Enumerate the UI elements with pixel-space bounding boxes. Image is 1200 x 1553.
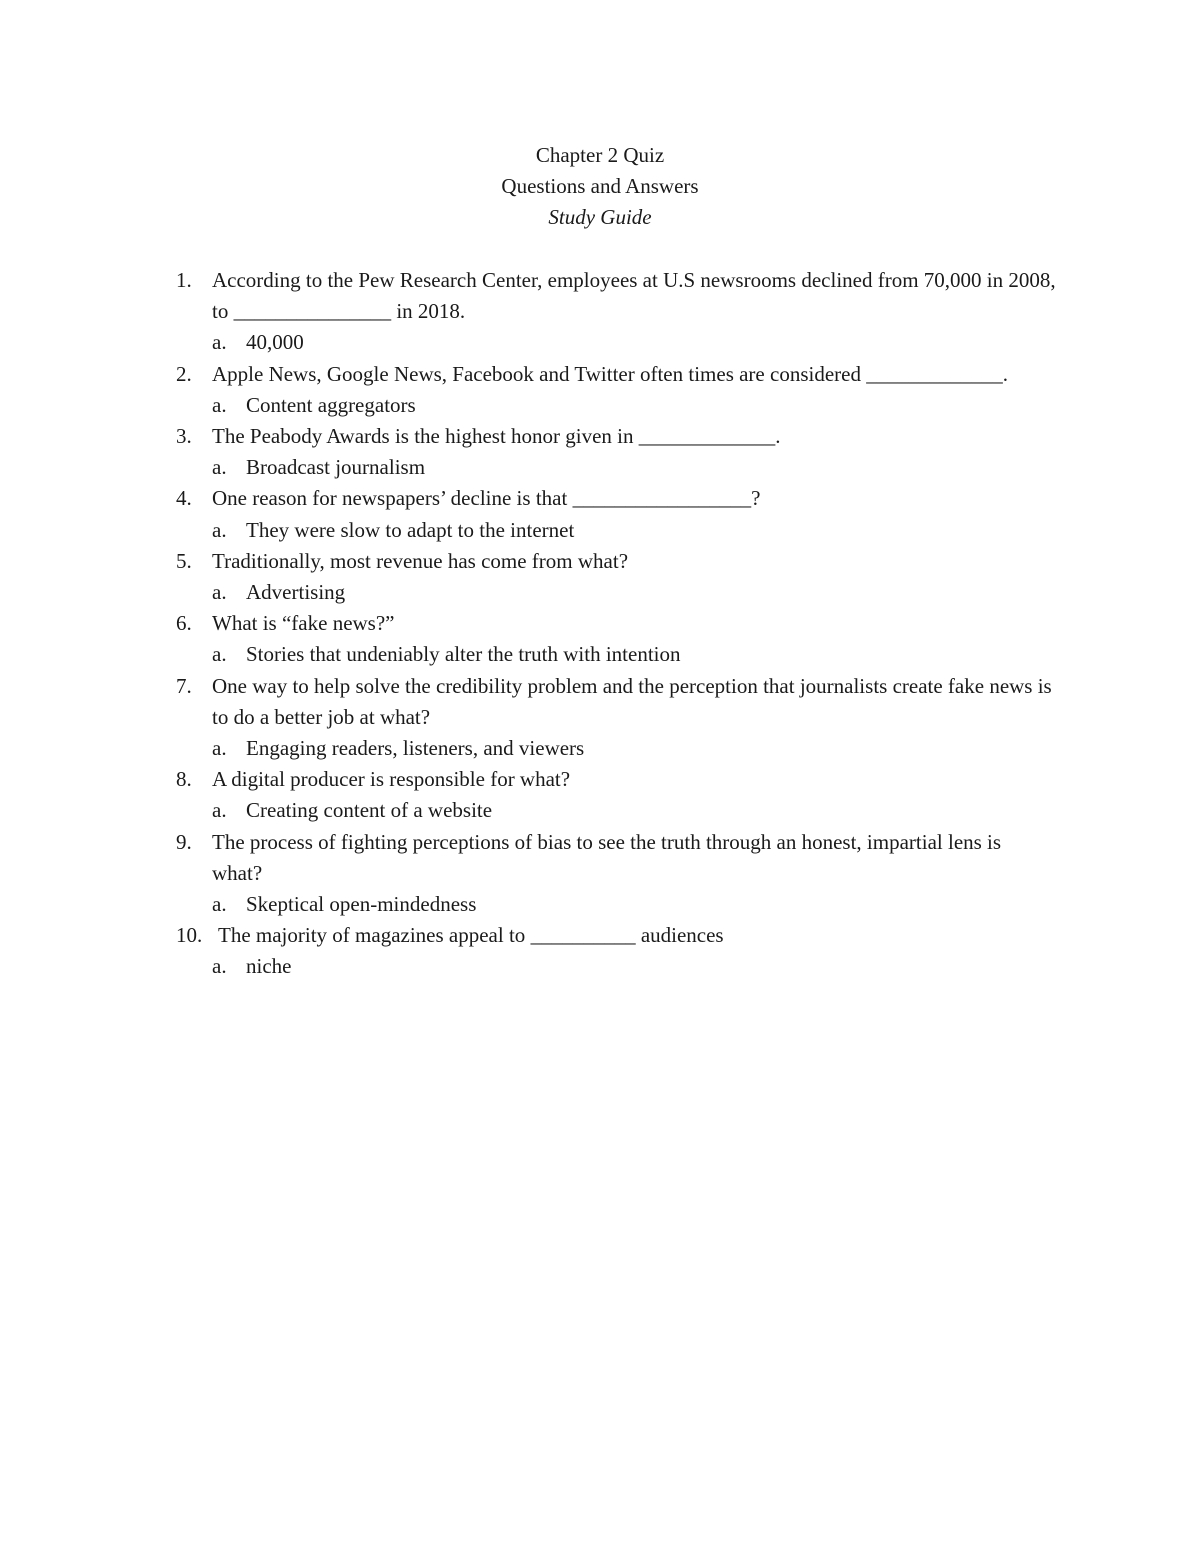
answer-text: Broadcast journalism	[246, 455, 426, 480]
question-text: The majority of magazines appeal to __________ audiences	[218, 923, 724, 948]
document-header	[0, 140, 1200, 234]
answer-letter: a.	[212, 954, 227, 979]
answer-blank: _________________	[572, 486, 752, 511]
answer-item	[140, 795, 1056, 826]
question-number: 5.	[176, 548, 192, 573]
question-item	[176, 359, 1056, 390]
question-text: A digital producer is responsible for what?	[212, 767, 571, 792]
question-text: The process of fighting perceptions of bias to see the truth through an honest, impartial lens is what?	[212, 829, 1002, 885]
question-number: 7.	[176, 673, 192, 698]
question-number: 2.	[176, 361, 192, 386]
question-text: One way to help solve the credibility problem and the perception that journalists create fake news is to do a better job at what?	[212, 673, 1052, 729]
question-number: 8.	[176, 767, 192, 792]
answer-text: Engaging readers, listeners, and viewers	[246, 736, 585, 761]
answer-blank: _____________	[638, 424, 776, 449]
answer-letter: a.	[212, 330, 227, 355]
question-item	[176, 671, 1056, 733]
answer-text: Creating content of a website	[246, 798, 493, 823]
answer-text: Skeptical open-mindedness	[246, 892, 477, 917]
answer-blank: _____________	[866, 361, 1003, 386]
question-item	[176, 546, 1056, 577]
answer-item	[140, 452, 1056, 483]
question-item	[176, 920, 1056, 951]
quiz-subtitle: Questions and Answers	[501, 174, 699, 199]
question-item	[176, 764, 1056, 795]
question-item	[176, 483, 1056, 514]
question-text: One reason for newspapers’ decline is that _________________?	[212, 486, 761, 511]
answer-item	[140, 577, 1056, 608]
question-item	[176, 608, 1056, 639]
answer-item	[140, 390, 1056, 421]
question-text: According to the Pew Research Center, employees at U.S newsrooms declined from 70,000 in 2008, to _______________ in 2018.	[212, 268, 1056, 324]
answer-item	[140, 327, 1056, 358]
question-number: 10.	[176, 923, 203, 948]
answer-letter: a.	[212, 642, 227, 667]
answer-blank: _______________	[233, 299, 392, 324]
question-item	[176, 265, 1056, 327]
question-text: Traditionally, most revenue has come from what?	[212, 548, 629, 573]
answer-text: Content aggregators	[246, 392, 416, 417]
answer-letter: a.	[212, 392, 227, 417]
answer-text: niche	[246, 954, 292, 979]
question-item	[176, 421, 1056, 452]
question-list	[176, 265, 1056, 983]
question-text: What is “fake news?”	[212, 611, 395, 636]
question-number: 1.	[176, 268, 192, 292]
question-number: 4.	[176, 486, 192, 511]
answer-letter: a.	[212, 455, 227, 480]
answer-item	[140, 889, 1056, 920]
answer-letter: a.	[212, 580, 227, 605]
answer-letter: a.	[212, 892, 227, 917]
question-text: Apple News, Google News, Facebook and Twitter often times are considered _____________.	[212, 361, 1008, 386]
answer-item	[140, 733, 1056, 764]
answer-item	[140, 515, 1056, 546]
answer-letter: a.	[212, 798, 227, 823]
question-item	[176, 827, 1056, 889]
study-guide-label: Study Guide	[548, 205, 652, 230]
answer-blank: __________	[530, 923, 636, 948]
question-text: The Peabody Awards is the highest honor given in _____________.	[212, 424, 781, 449]
answer-item	[140, 951, 1056, 982]
answer-text: They were slow to adapt to the internet	[246, 517, 575, 542]
answer-letter: a.	[212, 736, 227, 761]
question-number: 3.	[176, 424, 192, 449]
answer-item	[140, 639, 1056, 670]
answer-text: 40,000	[246, 330, 304, 355]
quiz-title: Chapter 2 Quiz	[535, 143, 665, 167]
answer-text: Stories that undeniably alter the truth with intention	[246, 642, 681, 667]
question-number: 9.	[176, 829, 192, 854]
answer-text: Advertising	[246, 580, 346, 605]
answer-letter: a.	[212, 517, 227, 542]
question-number: 6.	[176, 611, 192, 636]
